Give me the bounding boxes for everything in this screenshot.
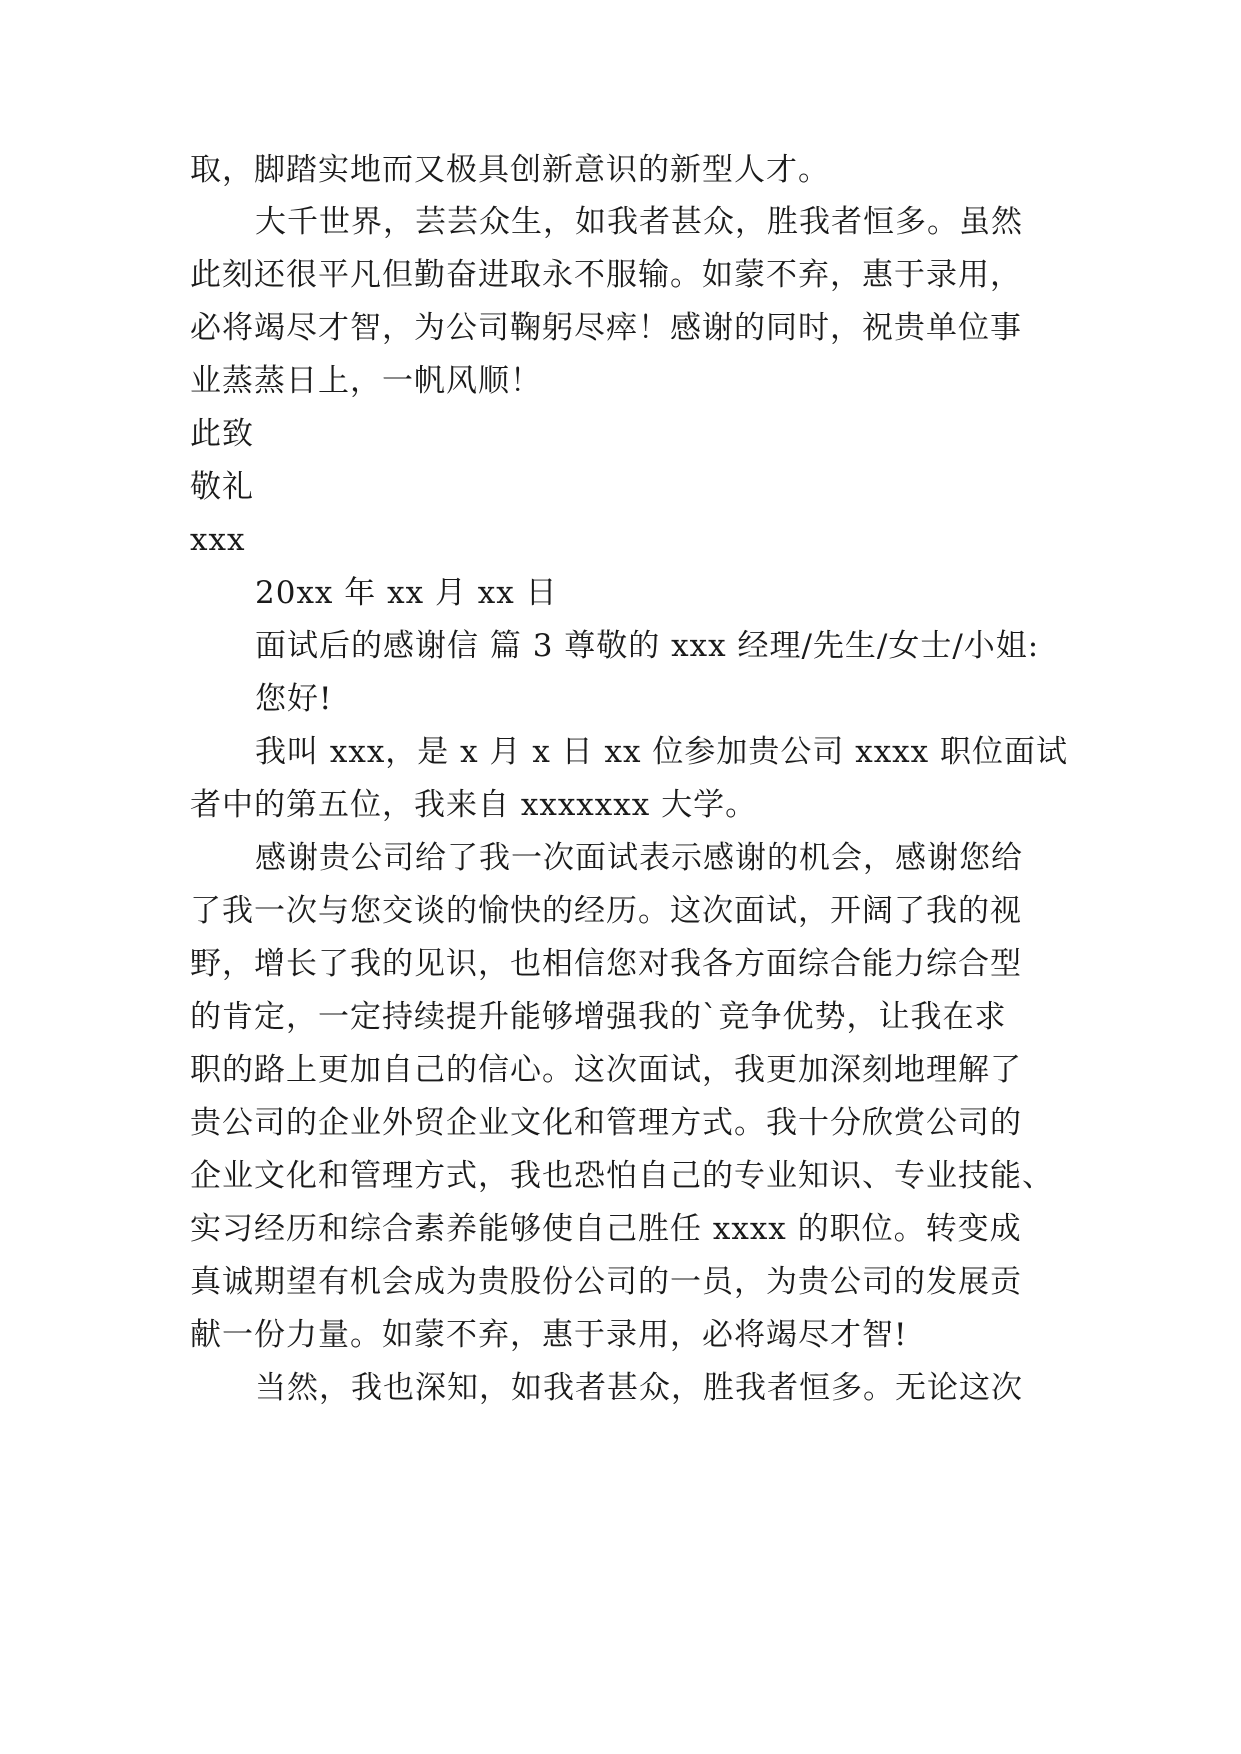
text-line: 取，脚踏实地而又极具创新意识的新型人才。 xyxy=(190,152,830,188)
text-line: 业蒸蒸日上，一帆风顺！ xyxy=(190,363,542,399)
text-line: 职的路上更加自己的信心。这次面试，我更加深刻地理解了 xyxy=(190,1052,1022,1088)
text-line: 此刻还很平凡但勤奋进取永不服输。如蒙不弃，惠于录用， xyxy=(190,257,1022,293)
text-line: 您好! xyxy=(255,681,333,717)
text-line: 的肯定，一定持续提升能够增强我的`竞争优势，让我在求 xyxy=(190,999,1007,1035)
text-line: 实习经历和综合素养能够使自己胜任 xxxx 的职位。转变成 xyxy=(190,1211,1022,1247)
text-line: 真诚期望有机会成为贵股份公司的一员，为贵公司的发展贡 xyxy=(190,1264,1022,1300)
text-line: 献一份力量。如蒙不弃，惠于录用，必将竭尽才智! xyxy=(190,1317,908,1353)
date-line: 20xx 年 xx 月 xx 日 xyxy=(255,575,558,611)
text-line: 此致 xyxy=(190,416,254,452)
text-line: 我叫 xxx，是 x 月 x 日 xx 位参加贵公司 xxxx 职位面试 xyxy=(255,734,1068,770)
text-line: 野，增长了我的见识，也相信您对我各方面综合能力综合型 xyxy=(190,946,1022,982)
text-line: 大千世界，芸芸众生，如我者甚众，胜我者恒多。虽然 xyxy=(255,204,1023,240)
text-line: 感谢贵公司给了我一次面试表示感谢的机会，感谢您给 xyxy=(255,840,1023,876)
text-line: 了我一次与您交谈的愉快的经历。这次面试，开阔了我的视 xyxy=(190,893,1022,929)
text-line: 必将竭尽才智，为公司鞠躬尽瘁！感谢的同时，祝贵单位事 xyxy=(190,310,1022,346)
text-line: 企业文化和管理方式，我也恐怕自己的专业知识、专业技能、 xyxy=(190,1158,1054,1194)
text-line: 当然，我也深知，如我者甚众，胜我者恒多。无论这次 xyxy=(255,1370,1023,1406)
text-line: 者中的第五位，我来自 xxxxxxx 大学。 xyxy=(190,787,758,823)
text-line: 面试后的感谢信 篇 3 尊敬的 xxx 经理/先生/女士/小姐: xyxy=(255,628,1040,664)
text-line: xxx xyxy=(190,522,246,558)
text-line: 贵公司的企业外贸企业文化和管理方式。我十分欣赏公司的 xyxy=(190,1105,1022,1141)
text-line: 敬礼 xyxy=(190,469,254,505)
